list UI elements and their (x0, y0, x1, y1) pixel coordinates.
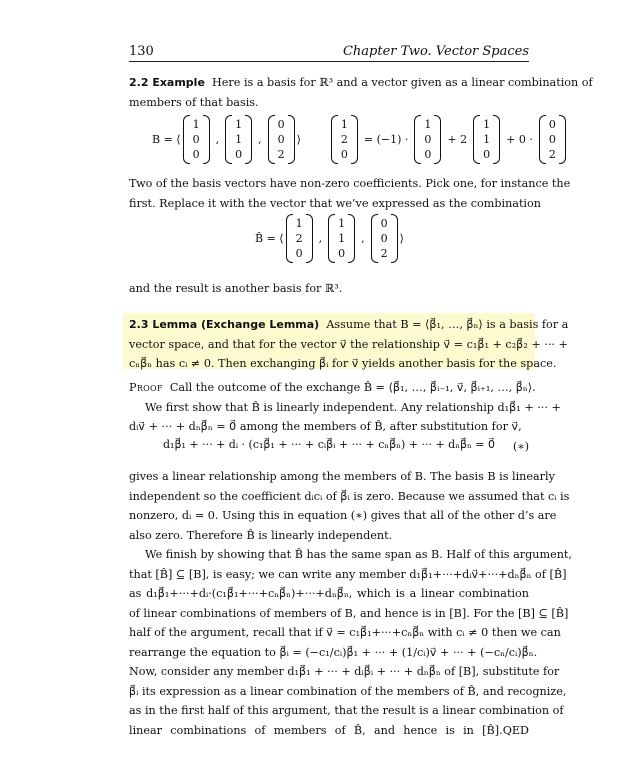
equation-star: d₁β⃗₁ + ··· + dᵢ · (c₁β⃗₁ + ··· + cᵢβ⃗ᵢ + ··· + cₙβ⃗ₙ) + ··· + dₙβ⃗ₙ = 0⃗ (163, 438, 495, 451)
example-equation: B = ⟨ 1 0 0 , 1 1 0 , 0 0 2 ⟩ 1 2 0 = (−1) · 1 0 0 + 2 1 1 0 + 0 · 0 0 2 (152, 115, 568, 164)
text-line: as in the first half of this argument, that the result is a linear combination of (129, 704, 564, 717)
text-line: Two of the basis vectors have non-zero coefficients. Pick one, for instance the (129, 177, 571, 190)
combo-term: = (−1) · (363, 133, 409, 146)
combo-term: + 2 (447, 133, 468, 146)
new-basis-vector: 1 1 0 (328, 214, 355, 263)
new-basis-equation: B̂ = ⟨ 1 2 0 , 1 1 0 , 0 0 2 ⟩ (255, 214, 404, 263)
proof-last-line (129, 721, 529, 741)
new-basis-label: B̂ = ⟨ (255, 232, 284, 245)
lemma-paragraph (129, 315, 569, 374)
lemma-line: cₙβ⃗ₙ has cᵢ ≠ 0. Then exchanging β⃗ᵢ for v⃗ yields another basis for the space. (129, 357, 557, 370)
text-line: We first show that B̂ is linearly independent. Any relationship d₁β⃗₁ + ··· + (145, 400, 561, 414)
target-vector: 1 2 0 (331, 115, 358, 164)
combo-vector: 0 0 2 (539, 115, 566, 164)
text-line: also zero. Therefore B̂ is linearly independent. (129, 528, 393, 542)
text-line: β⃗ᵢ its expression as a linear combination of the members of B̂, and recognize, (129, 684, 567, 698)
proof-paragraph-1 (129, 378, 561, 437)
new-basis-vector: 0 0 2 (371, 214, 398, 263)
chapter-title: Chapter Two. Vector Spaces (342, 44, 529, 59)
lemma-line (129, 315, 569, 335)
text-line: rearrange the equation to β⃗ᵢ = (−c₁/cᵢ)β⃗₁ + ··· + (1/cᵢ)v⃗ + ··· + (−cₙ/cᵢ)β⃗ₙ. (129, 645, 538, 659)
lemma-text: Assume that B = ⟨β⃗₁, …, β⃗ₙ⟩ is a basis for a (326, 318, 569, 331)
example-line: members of that basis. (129, 95, 259, 109)
display-equation (163, 438, 495, 451)
text-line: and the result is another basis for ℝ³. (129, 282, 343, 295)
text-line: of linear combinations of members of B, and hence is in [B]. For the [B] ⊆ [B̂] (129, 606, 569, 620)
new-basis-vector: 1 2 0 (286, 214, 313, 263)
text-line: that [B̂] ⊆ [B], is easy; we can write any member d₁β⃗₁+···+dᵢv⃗+···+dₙβ⃗ₙ of [B̂] (129, 567, 567, 581)
combo-vector: 1 1 0 (473, 115, 500, 164)
example-after-paragraph (129, 174, 571, 213)
proof-first-line (129, 378, 536, 398)
basis-vector: 0 0 2 (268, 115, 295, 164)
basis-vector: 1 1 0 (225, 115, 252, 164)
lemma-line: vector space, and that for the vector v⃗ the relationship v⃗ = c₁β⃗₁ + c₂β⃗₂ + ··· + (129, 337, 568, 351)
basis-label: B = ⟨ (152, 133, 181, 146)
combo-term: + 0 · (506, 133, 533, 146)
header-rule (129, 61, 529, 62)
proof-label: Proof (129, 381, 163, 394)
basis-vector: 1 0 0 (183, 115, 210, 164)
proof-text: Call the outcome of the exchange B̂ = ⟨β⃗₁, …, β⃗ᵢ₋₁, v⃗, β⃗ᵢ₊₁, …, β⃗ₙ⟩. (169, 381, 536, 394)
qed-mark: QED (502, 723, 529, 737)
example-heading: 2.2 Example (129, 76, 205, 89)
text-line: independent so the coefficient dᵢcᵢ of β⃗ᵢ is zero. Because we assumed that cᵢ is (129, 489, 570, 503)
lemma-heading: 2.3 Lemma (Exchange Lemma) (129, 318, 320, 331)
page-number: 130 (129, 44, 154, 59)
text-line: gives a linear relationship among the members of B. The basis B is linearly (129, 470, 555, 483)
new-basis-close: ⟩ (399, 232, 404, 245)
text-line: as d₁β⃗₁+···+dᵢ·(c₁β⃗₁+···+cₙβ⃗ₙ)+···+dₙβ⃗ₙ, which is a linear combination (129, 587, 529, 600)
equation-tag: (∗) (512, 440, 529, 453)
proof-paragraph-3 (129, 545, 572, 740)
proof-paragraph-2 (129, 467, 570, 545)
example-paragraph (129, 73, 593, 112)
basis-close: ⟩ (296, 133, 301, 146)
text-line: dᵢv⃗ + ··· + dₙβ⃗ₙ = 0⃗ among the members of B̂, after substitution for v⃗, (129, 420, 522, 433)
text-line: first. Replace it with the vector that we’ve expressed as the combination (129, 196, 541, 210)
example-closing (129, 279, 529, 299)
text-line: Now, consider any member d₁β⃗₁ + ··· + dᵢβ⃗ᵢ + ··· + dₙβ⃗ₙ of [B], substitute for (129, 665, 560, 678)
text-line: We finish by showing that B̂ has the same span as B. Half of this argument, (145, 548, 572, 561)
text-line: linear combinations of members of B̂, and hence is in [B̂]. (129, 723, 503, 737)
text-line: nonzero, dᵢ = 0. Using this in equation (∗) gives that all of the other d’s are (129, 509, 557, 522)
text-line: half of the argument, recall that if v⃗ = c₁β⃗₁+···+cₙβ⃗ₙ with cᵢ ≠ 0 then we can (129, 626, 561, 639)
example-text: Here is a basis for ℝ³ and a vector given as a linear combination of (212, 76, 593, 89)
combo-vector: 1 0 0 (414, 115, 441, 164)
example-line (129, 73, 593, 93)
